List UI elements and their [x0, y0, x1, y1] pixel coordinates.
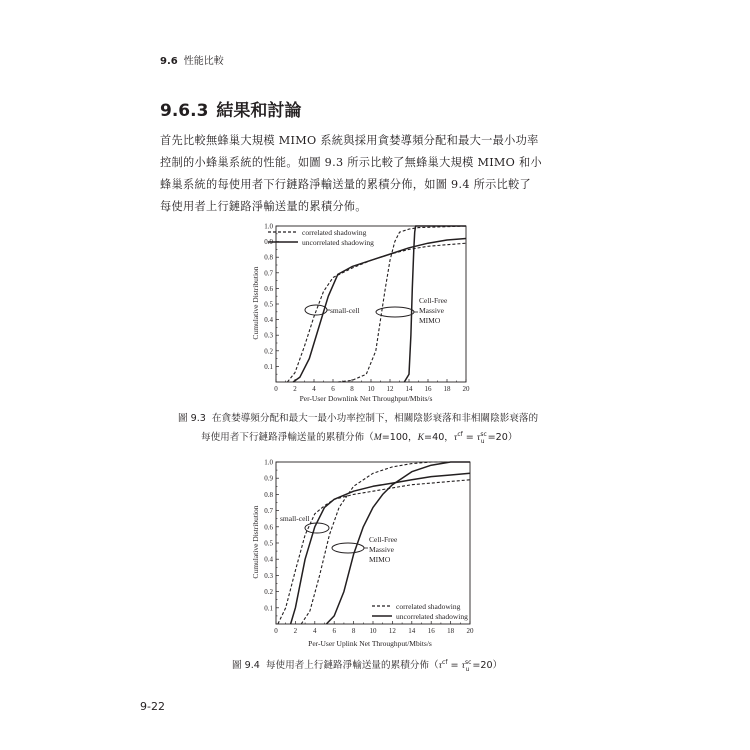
y-tick-label: 0.9 [264, 238, 273, 247]
y-tick-label: 0.4 [264, 316, 273, 325]
caption-tau-cf-sup: cf [457, 431, 463, 438]
x-tick-label: 8 [351, 627, 356, 635]
y-tick-label: 0.2 [264, 347, 273, 356]
caption-k-value: =40， [424, 432, 454, 444]
cell-free-label-line2: Massive [419, 306, 444, 315]
cell-free-label-line3: MIMO [419, 316, 441, 325]
x-tick-label: 0 [274, 627, 278, 635]
y-tick-label: 0.8 [264, 490, 273, 499]
figure-9-4-caption [232, 655, 502, 678]
y-tick-label: 1.0 [264, 458, 273, 467]
section-title: 結果和討論 [216, 101, 302, 121]
y-tick-label: 0.3 [264, 571, 273, 580]
running-head-number: 9.6 [160, 56, 178, 67]
legend-label-correlated: correlated shadowing [302, 228, 367, 237]
x-tick-label: 10 [369, 627, 377, 635]
legend-label-correlated: correlated shadowing [396, 602, 461, 611]
page-number: 9-22 [140, 700, 165, 713]
caption-tau-cf-sup: cf [442, 659, 448, 666]
x-tick-label: 12 [386, 385, 394, 393]
x-tick-label: 16 [427, 627, 435, 635]
y-tick-label: 0.1 [264, 362, 273, 371]
y-tick-label: 0.2 [264, 588, 273, 597]
x-tick-label: 4 [312, 385, 316, 393]
caption-tau-cf: τ [438, 660, 443, 672]
y-tick-label: 0.1 [264, 604, 273, 613]
small-cell-label: small-cell [330, 306, 360, 315]
legend-label-uncorrelated: uncorrelated shadowing [302, 238, 374, 247]
caption-tau-sc: τ [476, 432, 481, 444]
x-tick-label: 2 [293, 385, 297, 393]
caption-tail: =20） [484, 432, 518, 444]
x-tick-label: 8 [350, 385, 354, 393]
caption-line1: 在貪婪導頻分配和最大一最小功率控制下，相關陰影衰落和非相關陰影衰落的 [211, 413, 539, 424]
caption-m-value: =100， [381, 432, 418, 444]
caption-tau-sc-sub: u [480, 438, 485, 446]
fig2-y-axis-label: Cumulative Distribution [251, 505, 260, 579]
x-tick-label: 18 [447, 627, 455, 635]
x-tick-label: 12 [388, 627, 396, 635]
y-tick-label: 0.5 [264, 539, 273, 548]
cell-free-label-line1: Cell-Free [369, 535, 398, 544]
cell-free-label-line1: Cell-Free [419, 296, 448, 305]
x-tick-label: 14 [405, 385, 413, 393]
y-tick-label: 0.5 [264, 300, 273, 309]
x-tick-label: 16 [424, 385, 432, 393]
cell-free-label-line3: MIMO [369, 555, 391, 564]
paragraph-line: 蜂巢系統的每使用者下行鏈路淨輸送量的累積分佈，如圖 9.4 所示比較了 [160, 178, 532, 191]
paragraph-line: 控制的小蜂巢系統的性能。如圖 9.3 所示比較了無蜂巢大規模 MIMO 和小 [160, 156, 542, 169]
y-tick-label: 0.9 [264, 474, 273, 483]
fig2-x-axis-label: Per-User Uplink Net Throughput/Mbits/s [308, 639, 432, 648]
x-tick-label: 0 [274, 385, 278, 393]
y-tick-label: 1.0 [264, 222, 273, 231]
cell-free-ellipse [332, 543, 364, 553]
caption-k: K [417, 432, 425, 444]
y-tick-label: 0.4 [264, 555, 273, 564]
caption-tau-sc-sub: u [465, 666, 470, 674]
x-tick-label: 2 [293, 627, 298, 635]
caption-m: M [373, 432, 382, 444]
fig2-annotations [280, 514, 398, 564]
y-tick-label: 0.7 [264, 269, 273, 278]
caption-line2: 每使用者下行鏈路淨輸送量的累積分佈（ [201, 432, 374, 444]
caption-equals: = [447, 660, 462, 672]
x-tick-label: 14 [408, 627, 416, 635]
caption-tau-sc: τ [461, 660, 466, 672]
x-tick-label: 6 [332, 627, 336, 635]
running-head-title: 性能比較 [183, 56, 224, 67]
caption-tau-sc-sup: sc [465, 659, 472, 666]
y-tick-label: 0.8 [264, 253, 273, 262]
fig1-x-axis-label: Per-User Downlink Net Throughput/Mbits/s [299, 394, 433, 403]
x-tick-label: 18 [443, 385, 451, 393]
fig2-legend [372, 602, 468, 621]
caption-text: 每使用者上行鏈路淨輸送量的累積分佈（ [265, 660, 439, 672]
section-number: 9.6.3 [160, 101, 209, 121]
cell-free-label-line2: Massive [369, 545, 394, 554]
x-tick-label: 20 [466, 627, 474, 635]
caption-tau-cf: τ [453, 432, 458, 444]
small-cell-label: small-cell [280, 514, 310, 523]
legend-label-uncorrelated: uncorrelated shadowing [396, 612, 468, 621]
caption-number: 圖 9.4 [232, 660, 260, 672]
x-tick-label: 10 [367, 385, 375, 393]
fig1-y-axis-label: Cumulative Distribution [251, 266, 260, 340]
x-tick-label: 6 [331, 385, 335, 393]
caption-equals: = [462, 432, 477, 444]
x-tick-label: 20 [462, 385, 470, 393]
y-tick-label: 0.7 [264, 507, 273, 516]
x-tick-label: 4 [313, 627, 317, 635]
y-tick-label: 0.6 [264, 284, 273, 293]
caption-tau-sc-sup: sc [480, 431, 487, 438]
paragraph-line: 每使用者上行鏈路淨輸送量的累積分佈。 [160, 200, 367, 213]
y-tick-label: 0.3 [264, 331, 273, 340]
caption-number: 圖 9.3 [178, 413, 206, 424]
paragraph-line: 首先比較無蜂巢大規模 MIMO 系統與採用貪婪導頻分配和最大一最小功率 [160, 134, 539, 147]
caption-tail: =20） [469, 660, 503, 672]
y-tick-label: 0.6 [264, 523, 273, 532]
